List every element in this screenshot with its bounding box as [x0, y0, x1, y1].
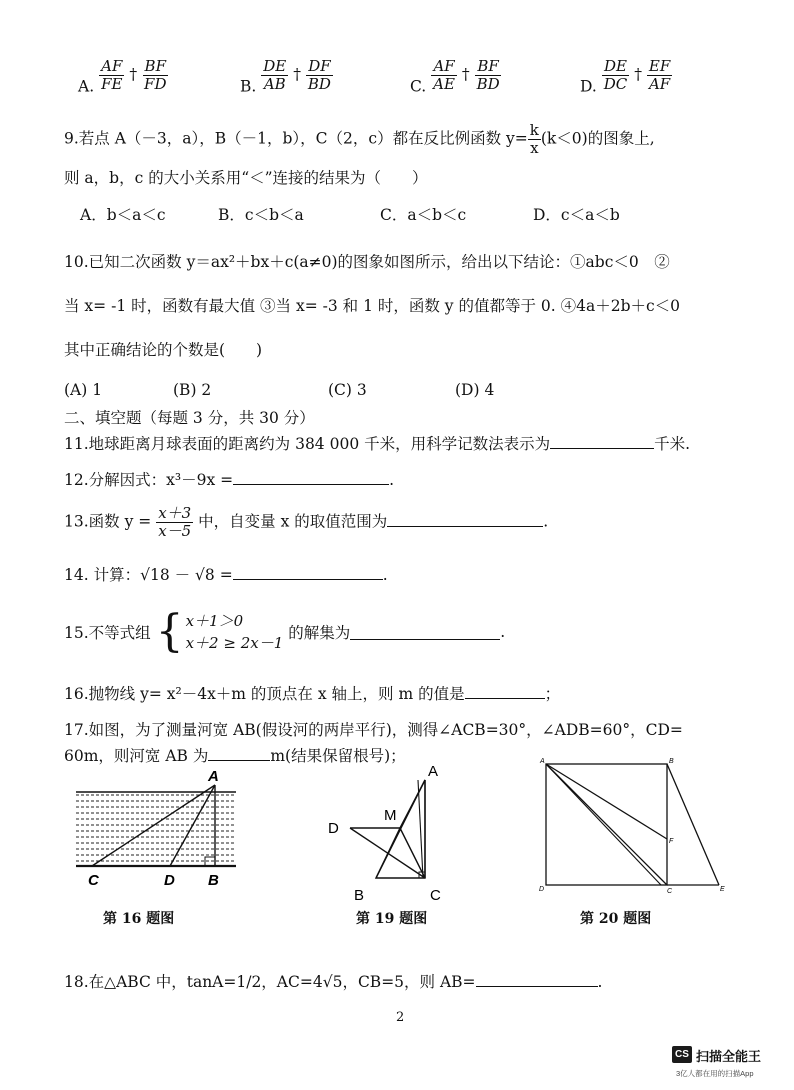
water-hatching — [76, 795, 236, 861]
q16-end: ； — [544, 685, 561, 703]
footer-brand: 扫描全能王 — [696, 1049, 762, 1064]
segment-be — [667, 764, 719, 885]
fraction: $\frac{DF}{BD}$ — [307, 57, 331, 93]
inequality-system — [155, 606, 284, 657]
label-d: D — [539, 886, 545, 893]
q12 — [64, 468, 394, 490]
answer-blank[interactable] — [233, 565, 383, 580]
camscanner-logo-icon: CS — [672, 1046, 692, 1063]
section-heading: 二、填空题（每题 3 分，共 30 分） — [64, 409, 315, 427]
q8-option-b — [240, 58, 333, 96]
label-c: C — [667, 888, 673, 895]
label-d: D — [328, 820, 339, 837]
answer-blank[interactable] — [550, 434, 654, 449]
label-f: F — [669, 838, 674, 845]
q12-text: 12.分解因式：x³－9x = — [64, 471, 234, 489]
fraction: $\frac{BF}{BD}$ — [476, 57, 500, 93]
left-brace: { — [155, 606, 184, 657]
answer-blank[interactable] — [208, 746, 270, 761]
figure-19-caption: 第 19 题图 — [356, 911, 428, 927]
q15 — [64, 606, 506, 657]
label-b: B — [669, 758, 674, 765]
q10-option-d: (D) 4 — [455, 381, 495, 399]
option-letter: A. — [78, 77, 95, 96]
label-a: A — [208, 768, 219, 785]
q9-option-d: D．c＜a＜b — [533, 206, 620, 224]
equals-mark: † — [293, 65, 301, 84]
q17-line1: 17.如图，为了测量河宽 AB(假设河的两岸平行)，测得∠ACB=30°，∠ADB=60°，CD= — [64, 721, 683, 739]
figure-16-caption: 第 16 题图 — [103, 911, 175, 927]
q11-unit: 千米. — [654, 435, 691, 453]
option-letter: B. — [240, 77, 257, 96]
figure-20 — [533, 755, 733, 897]
q16 — [64, 682, 560, 704]
q17-text-a: 60m，则河宽 AB 为 — [64, 747, 209, 765]
q8-option-a — [78, 58, 168, 96]
q18 — [64, 970, 602, 992]
q15-end: . — [500, 623, 506, 641]
option-letter: C. — [410, 77, 427, 96]
q13-suffix: 中，自变量 x 的取值范围为 — [198, 512, 388, 531]
q15-suffix: 的解集为 — [288, 624, 351, 642]
option-letter: D. — [580, 77, 597, 96]
label-c: C — [430, 887, 441, 904]
q12-end: . — [389, 471, 395, 489]
label-c: C — [88, 872, 99, 889]
q10-option-a: (A) 1 — [64, 381, 103, 399]
segment-ma — [400, 780, 425, 828]
q9-line2: 则 a，b，c 的大小关系用“＜”连接的结果为（ ） — [64, 169, 428, 187]
label-m: M — [384, 807, 397, 824]
q14 — [64, 563, 388, 585]
q15-prefix: 15.不等式组 — [64, 624, 151, 642]
q13-end: . — [543, 512, 549, 531]
equals-mark: † — [129, 65, 138, 84]
diagonal-ac — [546, 764, 667, 885]
q9-line1 — [64, 122, 655, 157]
q14-text: 14. 计算：√18 － √8 = — [64, 566, 233, 584]
q9-option-a: A．b＜a＜c — [80, 206, 166, 224]
q13-prefix: 13.函数 y = — [64, 512, 152, 531]
q10-line3: 其中正确结论的个数是( ) — [64, 341, 263, 359]
q14-end: . — [382, 566, 388, 584]
segment-inner — [418, 780, 423, 878]
label-e: E — [720, 886, 725, 893]
label-b: B — [208, 872, 219, 889]
segment-mb — [376, 828, 400, 878]
q10-line2: 当 x= -1 时，函数有最大值 ③当 x= -3 和 1 时，函数 y 的值都等于 0. ④4a＋2b＋c＜0 — [64, 297, 681, 315]
q16-text: 16.抛物线 y= x²－4x＋m 的顶点在 x 轴上，则 m 的值是 — [64, 685, 465, 703]
figure-20-caption: 第 20 题图 — [580, 911, 652, 927]
q13 — [64, 505, 548, 540]
q9-text-b: (k＜0)的图象上, — [540, 129, 655, 148]
q18-text: 18.在△ABC 中，tanA=1/2，AC=4√5，CB=5，则 AB= — [64, 973, 476, 991]
q10-option-b: (B) 2 — [173, 381, 212, 399]
label-d: D — [164, 872, 175, 889]
fraction: $\frac{DE}{DC}$ — [603, 57, 628, 93]
q17-text-b: m(结果保留根号)； — [270, 747, 406, 765]
fraction: $\frac{k}{x}$ — [529, 121, 539, 157]
answer-blank[interactable] — [465, 684, 545, 699]
label-a: A — [428, 763, 439, 780]
answer-blank[interactable] — [233, 470, 389, 485]
equals-mark: † — [634, 65, 642, 84]
fraction: $\frac{DE}{AB}$ — [263, 57, 287, 93]
answer-blank[interactable] — [350, 625, 500, 640]
q18-end: . — [597, 973, 603, 991]
answer-blank[interactable] — [476, 972, 598, 987]
q8-option-c — [410, 58, 502, 96]
q9-option-c: C．a＜b＜c — [380, 206, 467, 224]
figure-19 — [320, 760, 460, 905]
q11-text: 11.地球距离月球表面的距离约为 384 000 千米，用科学记数法表示为 — [64, 435, 551, 453]
q8-option-d — [580, 58, 672, 96]
fraction: $\frac{BF}{FD}$ — [144, 57, 167, 93]
figure-16 — [72, 765, 242, 890]
q11 — [64, 432, 690, 454]
page-number: 2 — [396, 1010, 405, 1025]
q10-line1: 10.已知二次函数 y＝ax²＋bx＋c(a≠0)的图象如图所示，给出以下结论：①abc＜0 ② — [64, 253, 670, 271]
ineq-row-2: x＋2 ≥ 2x－1 — [185, 634, 284, 652]
fraction: $\frac{EF}{AF}$ — [648, 57, 671, 93]
q9-text-a: 9.若点 A（－3，a），B（－1，b），C（2，c）都在反比例函数 y= — [64, 129, 528, 148]
label-a: A — [540, 758, 545, 765]
equals-mark: † — [461, 65, 470, 84]
label-b: B — [354, 887, 365, 904]
q9-option-b: B．c＜b＜a — [218, 206, 304, 224]
fraction: $\frac{x+3}{x-5}$ — [158, 504, 192, 540]
ineq-row-1: x＋1＞0 — [185, 612, 244, 630]
footer-tagline: 3亿人都在用的扫描App — [676, 1069, 754, 1078]
fraction: $\frac{AF}{FE}$ — [101, 57, 123, 93]
q10-option-c: (C) 3 — [328, 381, 367, 399]
fraction: $\frac{AF}{AE}$ — [433, 57, 455, 93]
answer-blank[interactable] — [387, 512, 543, 527]
